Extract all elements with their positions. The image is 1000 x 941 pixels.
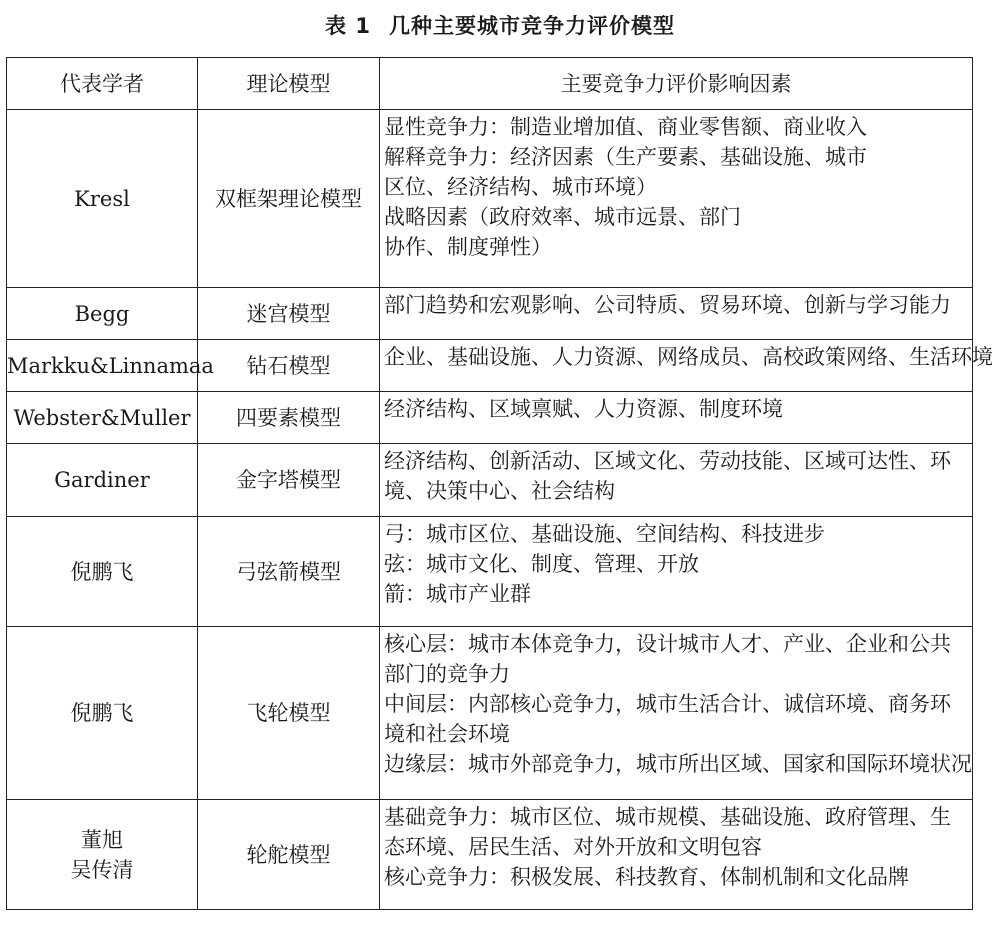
factors-cell (380, 392, 973, 444)
factors-cell (380, 517, 973, 627)
factor-line: 解释竞争力：经济因素（生产要素、基础设施、城市 (384, 145, 867, 169)
scholar-name: Begg (74, 301, 130, 326)
factor-line: 箭：城市产业群 (384, 582, 531, 606)
scholar-name: 倪鹏飞 (70, 559, 134, 584)
factor-line: 战略因素（政府效率、城市远景、部门 (384, 205, 741, 229)
factors-cell (380, 340, 993, 392)
scholar-name: 吴传清 (70, 857, 134, 882)
factors-cell (380, 110, 973, 288)
scholar-cell (7, 444, 198, 517)
factor-line: 经济结构、创新活动、区域文化、劳动技能、区域可达性、环 (384, 449, 951, 473)
factors-cell (380, 288, 973, 340)
table-row (7, 392, 973, 444)
factor-line: 区位、经济结构、城市环境） (384, 175, 657, 199)
scholar-cell (7, 110, 198, 288)
factor-line: 部门的竞争力 (384, 662, 510, 686)
factor-line: 企业、基础设施、人力资源、网络成员、高校政策网络、生活环境 (384, 345, 993, 369)
factor-line: 弦：城市文化、制度、管理、开放 (384, 552, 699, 576)
scholar-name: Gardiner (54, 468, 150, 492)
table-row (7, 110, 973, 288)
table-row (7, 340, 973, 392)
table-caption (0, 10, 1000, 40)
factor-line: 态环境、居民生活、对外开放和文明包容 (384, 835, 762, 859)
model-cell: 钻石模型 (198, 340, 380, 392)
table-row (7, 517, 973, 627)
header-model: 理论模型 (198, 58, 380, 110)
factor-line: 经济结构、区域禀赋、人力资源、制度环境 (384, 397, 783, 421)
scholar-cell (7, 800, 198, 910)
header-scholar: 代表学者 (7, 58, 198, 110)
scholar-name: 倪鹏飞 (70, 701, 134, 725)
scholar-name: Webster&Muller (13, 405, 191, 430)
table-number: 表 1 (325, 14, 371, 38)
factor-line: 弓：城市区位、基础设施、空间结构、科技进步 (384, 522, 825, 546)
factor-line: 边缘层：城市外部竞争力，城市所出区域、国家和国际环境状况 (384, 752, 972, 776)
model-cell: 迷宫模型 (198, 288, 380, 340)
model-cell: 轮舵模型 (198, 800, 380, 910)
scholar-cell (7, 627, 198, 800)
scholar-name: 董旭 (81, 827, 123, 852)
scholar-cell (7, 517, 198, 627)
model-cell: 四要素模型 (198, 392, 380, 444)
scholar-cell (7, 392, 198, 444)
table-row (7, 800, 973, 910)
factor-line: 核心竞争力：积极发展、科技教育、体制机制和文化品牌 (384, 865, 909, 889)
table-row (7, 627, 973, 800)
competitiveness-models-table (6, 57, 993, 910)
factor-line: 中间层：内部核心竞争力，城市生活合计、诚信环境、商务环 (384, 692, 951, 716)
table-row (7, 288, 973, 340)
factors-cell (380, 627, 973, 800)
table-title: 几种主要城市竞争力评价模型 (388, 14, 675, 38)
factor-line: 显性竞争力：制造业增加值、商业零售额、商业收入 (384, 115, 867, 139)
factor-line: 基础竞争力：城市区位、城市规模、基础设施、政府管理、生 (384, 805, 951, 829)
scholar-name: Kresl (74, 186, 130, 211)
scholar-cell (7, 340, 214, 392)
factors-cell (380, 444, 973, 517)
model-cell: 双框架理论模型 (198, 110, 380, 288)
scholar-cell (7, 288, 198, 340)
table-header-row (7, 58, 973, 110)
factor-line: 核心层：城市本体竞争力，设计城市人才、产业、企业和公共 (384, 632, 951, 656)
table-row (7, 444, 973, 517)
scholar-name: Markku&Linnamaa (7, 353, 214, 378)
model-cell: 弓弦箭模型 (198, 517, 380, 627)
model-cell: 金字塔模型 (198, 444, 380, 517)
factor-line: 协作、制度弹性） (384, 235, 552, 259)
factor-line: 境和社会环境 (384, 722, 510, 746)
model-cell: 飞轮模型 (198, 627, 380, 800)
factors-cell (380, 800, 973, 910)
header-factors: 主要竞争力评价影响因素 (380, 58, 973, 110)
factor-line: 部门趋势和宏观影响、公司特质、贸易环境、创新与学习能力 (384, 293, 951, 317)
factor-line: 境、决策中心、社会结构 (384, 479, 615, 503)
